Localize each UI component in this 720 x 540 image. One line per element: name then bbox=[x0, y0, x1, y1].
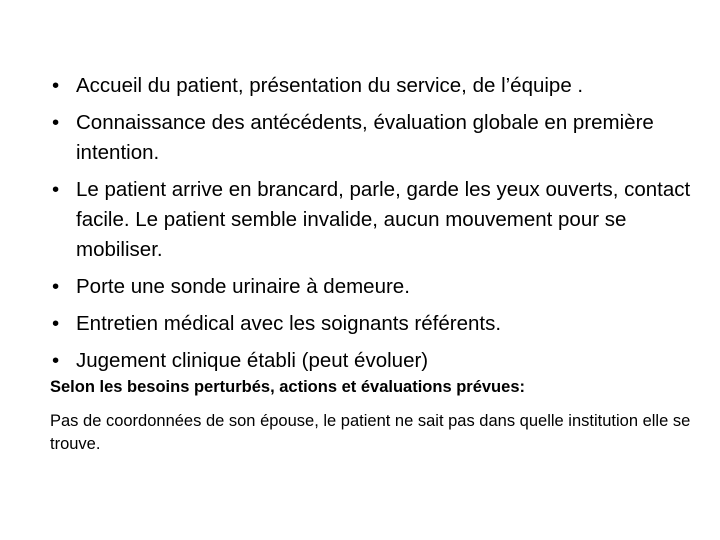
bullet-marker: • bbox=[52, 111, 60, 134]
bullet-text: Connaissance des antécédents, évaluation globale en première intention. bbox=[76, 111, 654, 164]
bullet-item bbox=[52, 71, 692, 101]
section-paragraph: Pas de coordonnées de son épouse, le patient ne sait pas dans quelle institution elle se trouve. bbox=[50, 412, 691, 453]
bullet-item bbox=[52, 175, 692, 265]
bullet-list bbox=[52, 71, 692, 383]
bullet-item bbox=[52, 272, 692, 302]
bullet-marker: • bbox=[52, 74, 60, 97]
section-heading: Selon les besoins perturbés, actions et évaluations prévues: bbox=[50, 378, 525, 396]
bullet-marker: • bbox=[52, 275, 60, 298]
bullet-item bbox=[52, 108, 692, 168]
bullet-text: Porte une sonde urinaire à demeure. bbox=[76, 275, 410, 298]
bullet-text: Entretien médical avec les soignants référents. bbox=[76, 312, 502, 335]
bullet-marker: • bbox=[52, 178, 60, 201]
bullet-marker: • bbox=[52, 349, 60, 372]
bullet-item bbox=[52, 309, 692, 339]
bullet-text: Le patient arrive en brancard, parle, garde les yeux ouverts, contact facile. Le patient semble invalide, aucun mouvement pour se mobiliser. bbox=[76, 178, 691, 261]
bullet-text: Accueil du patient, présentation du service, de l’équipe . bbox=[76, 74, 584, 97]
bullet-item bbox=[52, 346, 692, 376]
bullet-text: Jugement clinique établi (peut évoluer) bbox=[76, 349, 429, 372]
bullet-marker: • bbox=[52, 312, 60, 335]
